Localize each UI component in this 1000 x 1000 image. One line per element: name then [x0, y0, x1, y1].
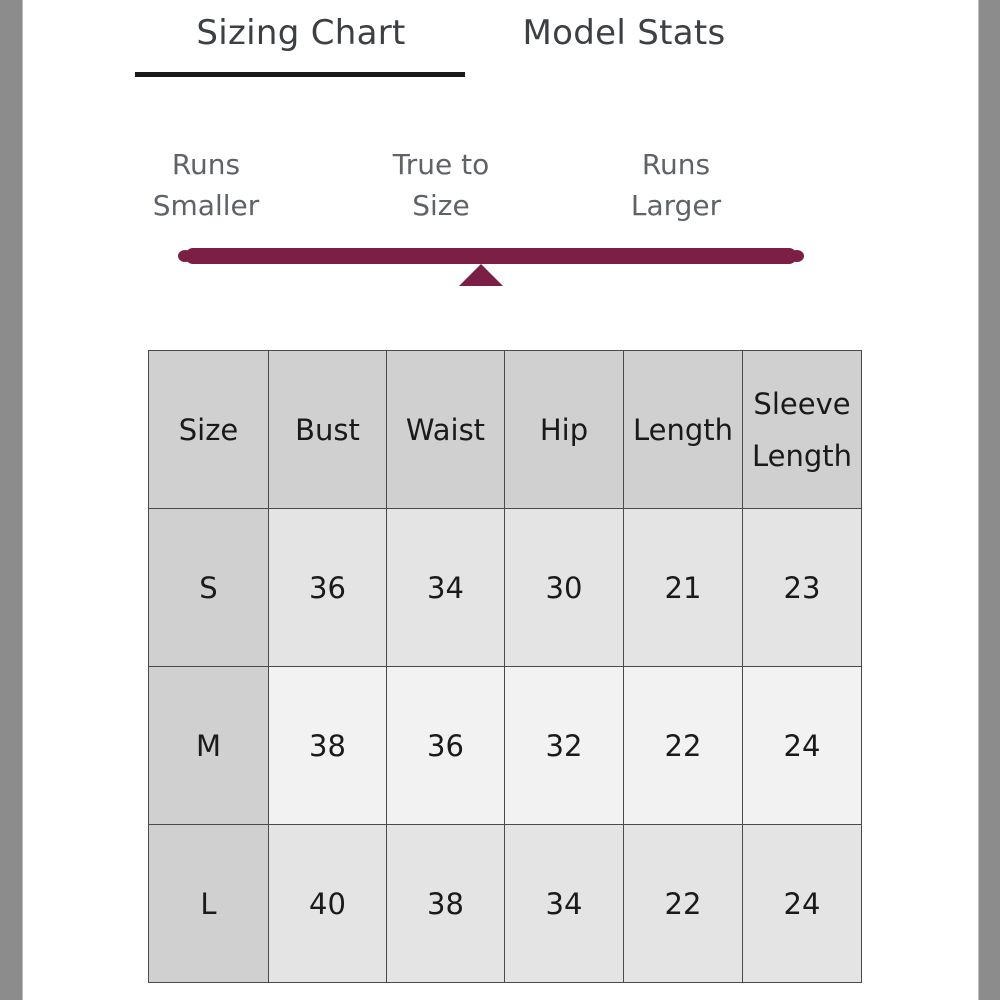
header-sleeve-length: [743, 351, 862, 509]
fit-label-runs-smaller-line1: Runs: [171, 148, 241, 181]
fit-label-true-to-size-line1: True to: [392, 148, 490, 181]
cell-sleeve-m: 24: [743, 667, 862, 825]
cell-bust-m: 38: [269, 667, 387, 825]
size-chart-table-container: [148, 350, 861, 983]
fit-label-runs-larger: [576, 144, 776, 226]
cell-waist-m: 36: [387, 667, 505, 825]
cell-size-m: M: [149, 667, 269, 825]
header-length: Length: [624, 351, 743, 509]
cell-length-m: 22: [624, 667, 743, 825]
header-sleeve-length-line2: Length: [751, 438, 853, 473]
header-sleeve-length-line1: Sleeve: [753, 386, 851, 421]
cell-bust-l: 40: [269, 825, 387, 983]
cell-hip-l: 34: [505, 825, 624, 983]
cell-waist-l: 38: [387, 825, 505, 983]
tab-model-stats[interactable]: [459, 8, 789, 68]
table-row: [149, 667, 862, 825]
size-guide-panel: [22, 0, 979, 1000]
fit-label-runs-smaller-line2: Smaller: [152, 189, 260, 222]
cell-hip-m: 32: [505, 667, 624, 825]
table-header: [149, 351, 862, 509]
fit-scale-labels: [23, 144, 978, 232]
fit-scale-bar: [185, 248, 797, 264]
cell-length-l: 22: [624, 825, 743, 983]
cell-size-s: S: [149, 509, 269, 667]
tab-sizing-chart-label: Sizing Chart: [196, 13, 406, 53]
tab-sizing-chart[interactable]: [136, 8, 466, 68]
table-body: [149, 509, 862, 983]
header-bust: Bust: [269, 351, 387, 509]
table-row: [149, 509, 862, 667]
table-header-row: [149, 351, 862, 509]
fit-scale-pointer-icon: [459, 264, 503, 286]
fit-label-runs-larger-line2: Larger: [630, 189, 722, 222]
header-hip: Hip: [505, 351, 624, 509]
fit-label-runs-smaller: [106, 144, 306, 226]
tab-model-stats-label: Model Stats: [522, 13, 726, 53]
fit-label-true-to-size: [341, 144, 541, 226]
header-size: Size: [149, 351, 269, 509]
size-chart-table: [148, 350, 862, 983]
tab-bar: [23, 0, 978, 100]
cell-waist-s: 34: [387, 509, 505, 667]
fit-scale: [23, 100, 978, 280]
fit-label-runs-larger-line1: Runs: [641, 148, 711, 181]
cell-size-l: L: [149, 825, 269, 983]
cell-sleeve-l: 24: [743, 825, 862, 983]
active-tab-indicator: [135, 72, 465, 77]
cell-sleeve-s: 23: [743, 509, 862, 667]
cell-bust-s: 36: [269, 509, 387, 667]
header-waist: Waist: [387, 351, 505, 509]
cell-length-s: 21: [624, 509, 743, 667]
table-row: [149, 825, 862, 983]
fit-label-true-to-size-line2: Size: [412, 189, 470, 222]
cell-hip-s: 30: [505, 509, 624, 667]
